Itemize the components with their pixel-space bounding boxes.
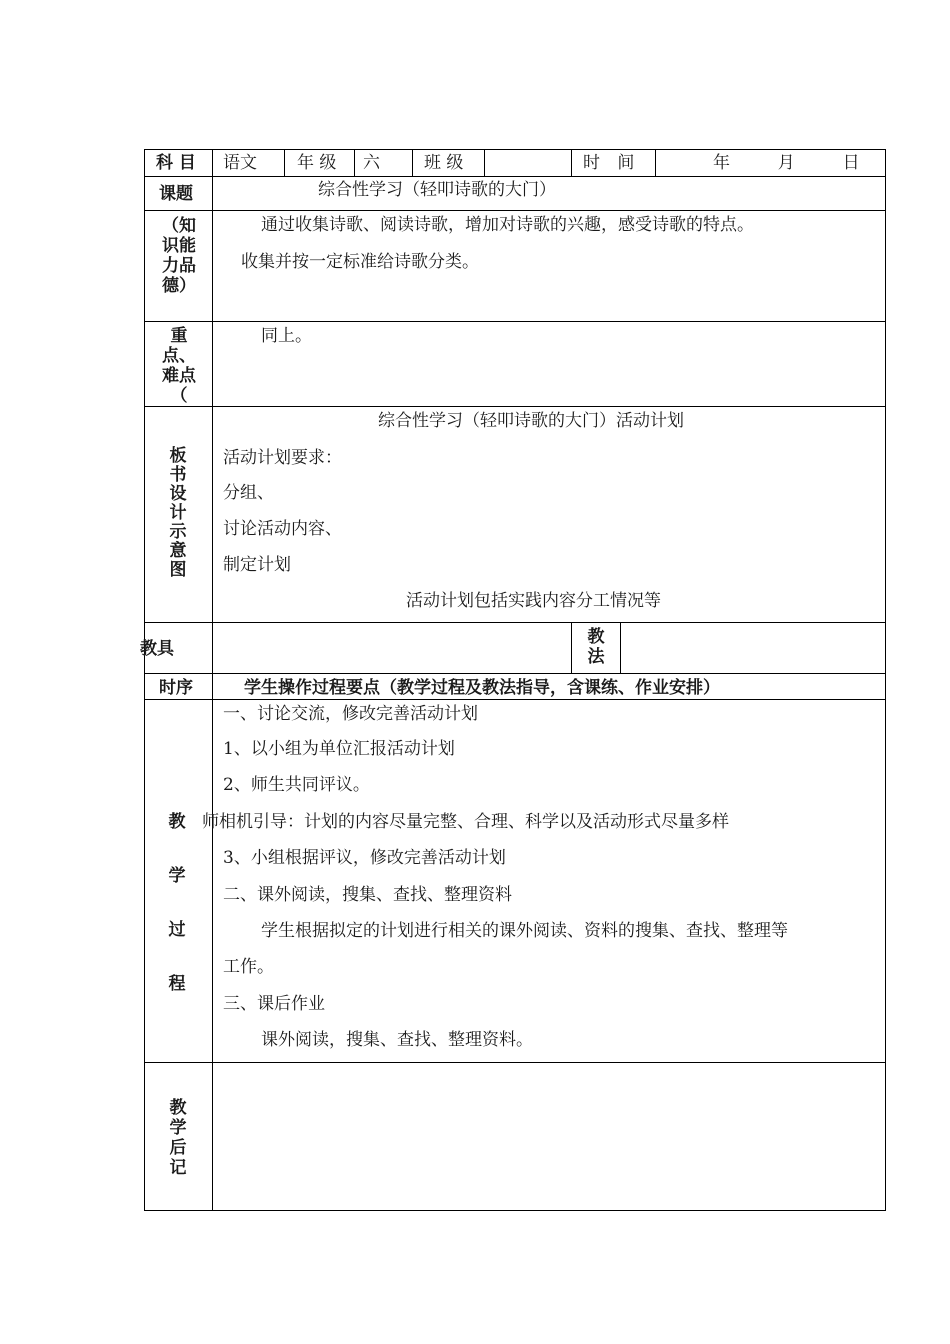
board-label: 板书设计示意图 — [169, 446, 187, 580]
objectives-line-2: 收集并按一定标准给诗歌分类。 — [241, 252, 479, 272]
objectives-label: （知识能力品德） — [162, 216, 196, 296]
label-column-divider — [212, 149, 213, 1211]
row-divider — [144, 321, 886, 322]
process-label: 教学过程 — [168, 812, 186, 994]
tools-cell-divider — [620, 622, 621, 673]
row-divider — [144, 210, 886, 211]
topic-label: 课题 — [159, 184, 193, 204]
header-cell-divider — [571, 149, 572, 176]
key-points-value: 同上。 — [261, 326, 312, 346]
method-label: 教法 — [587, 627, 605, 667]
row-divider — [144, 622, 886, 623]
process-line: 工作。 — [223, 957, 274, 977]
tools-cell-divider — [571, 622, 572, 673]
subject-value: 语文 — [223, 153, 257, 173]
header-cell-divider — [484, 149, 485, 176]
class-label: 班 级 — [424, 153, 464, 173]
date-value: 年 月 日 — [713, 153, 860, 173]
process-line: 2、师生共同评议。 — [223, 775, 370, 795]
grade-value: 六 — [363, 153, 380, 173]
row-divider — [144, 1062, 886, 1063]
row-divider — [144, 699, 886, 700]
postscript-label: 教学后记 — [169, 1098, 187, 1178]
time-label: 时 间 — [583, 153, 635, 173]
topic-value: 综合性学习（轻叩诗歌的大门） — [318, 180, 556, 200]
process-line: 学生根据拟定的计划进行相关的课外阅读、资料的搜集、查找、整理等 — [261, 921, 788, 941]
process-line: 二、课外阅读，搜集、查找、整理资料 — [223, 885, 512, 905]
process-line: 师相机引导：计划的内容尽量完整、合理、科学以及活动形式尽量多样 — [202, 812, 729, 832]
board-line-2: 分组、 — [223, 483, 274, 503]
board-line-4: 制定计划 — [223, 555, 291, 575]
header-cell-divider — [412, 149, 413, 176]
row-divider — [144, 406, 886, 407]
process-line: 一、讨论交流，修改完善活动计划 — [223, 704, 478, 724]
board-footer: 活动计划包括实践内容分工情况等 — [406, 591, 661, 611]
row-divider — [144, 673, 886, 674]
process-line: 1、以小组为单位汇报活动计划 — [223, 739, 455, 759]
header-cell-divider — [655, 149, 656, 176]
board-title: 综合性学习（轻叩诗歌的大门）活动计划 — [378, 411, 684, 431]
header-cell-divider — [354, 149, 355, 176]
key-points-label: 重点、难点（ — [162, 326, 196, 406]
process-header-desc: 学生操作过程要点（教学过程及教法指导，含课练、作业安排） — [244, 678, 720, 698]
subject-label: 科 目 — [156, 153, 196, 173]
grade-label: 年 级 — [297, 153, 337, 173]
header-cell-divider — [284, 149, 285, 176]
board-line-3: 讨论活动内容、 — [223, 519, 342, 539]
process-line: 三、课后作业 — [223, 994, 325, 1014]
board-line-1: 活动计划要求： — [223, 448, 342, 468]
process-line: 3、小组根据评议，修改完善活动计划 — [223, 848, 506, 868]
row-divider — [144, 176, 886, 177]
objectives-line-1: 通过收集诗歌、阅读诗歌，增加对诗歌的兴趣，感受诗歌的特点。 — [261, 215, 754, 235]
process-line: 课外阅读，搜集、查找、整理资料。 — [261, 1030, 533, 1050]
time-order-label: 时序 — [159, 678, 193, 698]
tools-label: 教具 — [140, 639, 174, 659]
